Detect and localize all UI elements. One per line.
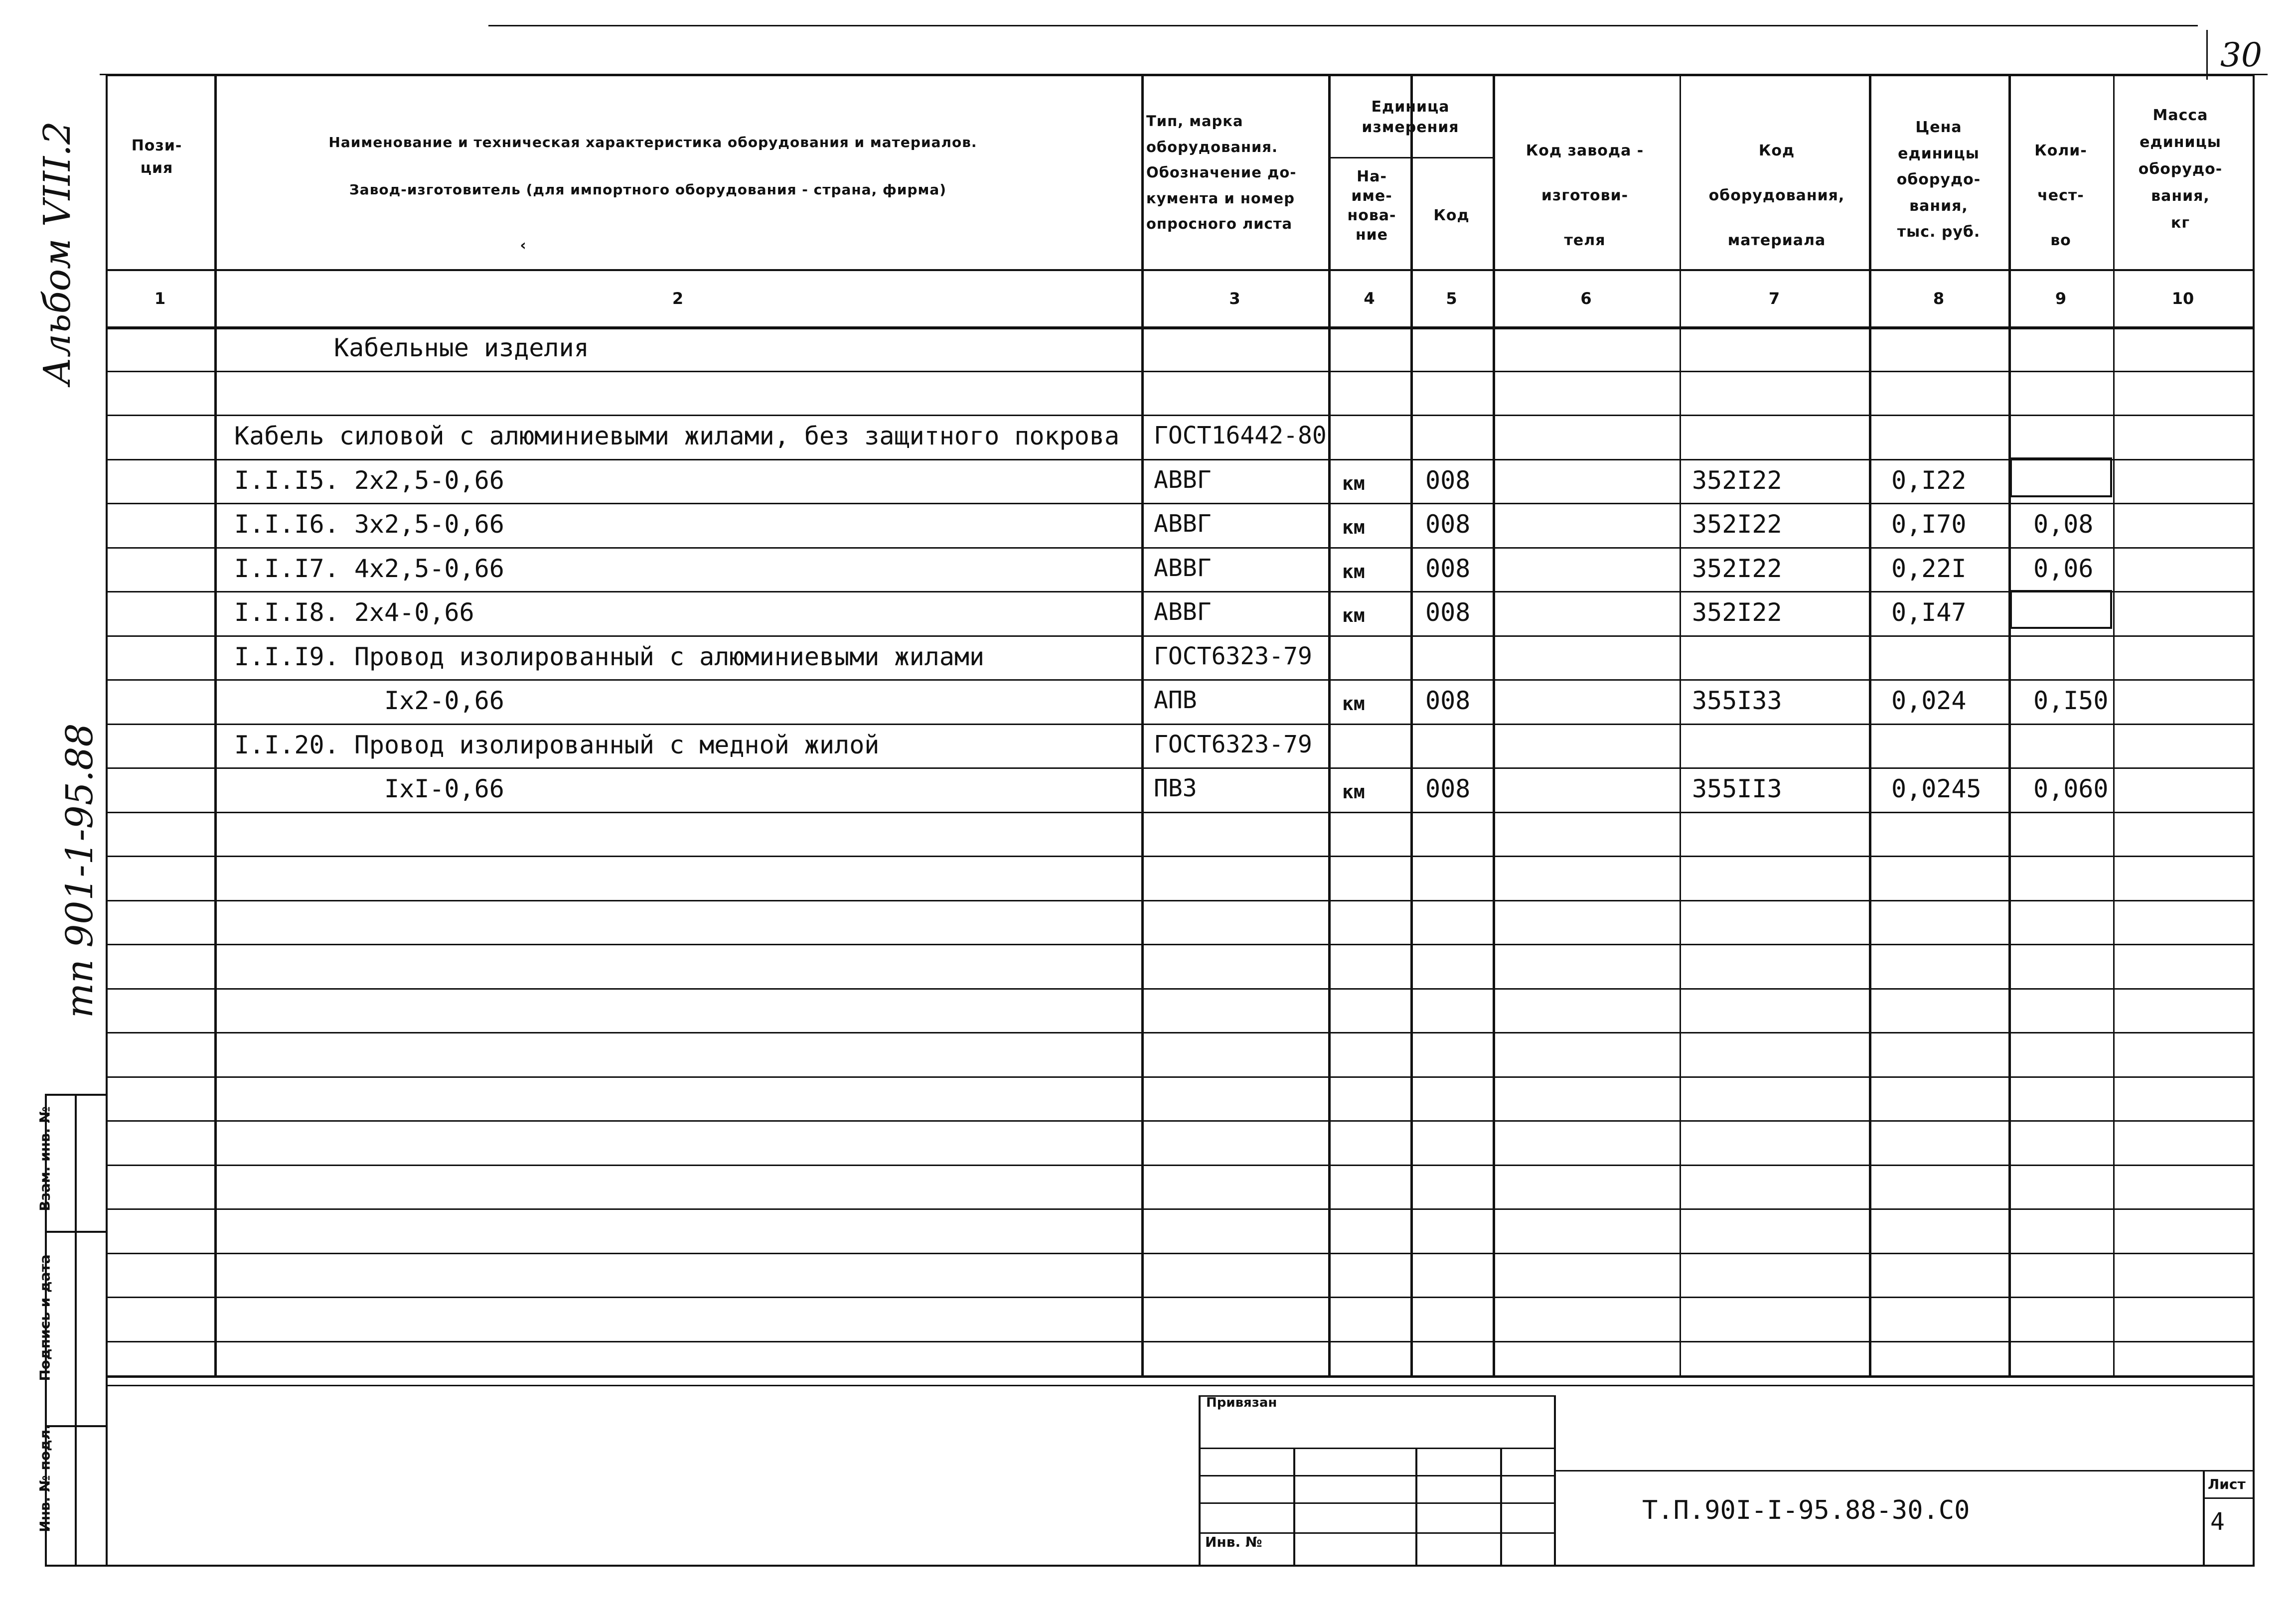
titleblock-vline [1415,1448,1417,1565]
column-number: 10 [2171,289,2194,308]
row-price: 0,22I [1891,554,1967,583]
stamp-list-number: 4 [2210,1508,2225,1536]
row-separator [106,547,2253,549]
row-separator [106,812,2253,813]
unit-subheader-line [1328,157,1493,158]
header-unit: Единица измерения [1362,98,1459,136]
titleblock-left [1199,1395,1201,1565]
row-separator [106,679,2253,681]
row-separator [106,635,2253,637]
row-material-code: 352I22 [1692,598,1782,627]
row-separator [106,415,2253,416]
header-type: Тип, марка оборудования. Обозначение до- кумента и номер опросного листа [1146,113,1297,233]
table-top-border [106,75,2253,76]
titleblock-vline [1500,1448,1502,1565]
row-unit: км [1342,781,1365,803]
row-separator [106,1341,2253,1342]
column-number: 5 [1446,289,1457,308]
column-number: 8 [1933,289,1945,308]
row-separator [106,1076,2253,1078]
header-name-line1: Наименование и техническая характеристика оборудования и материалов. [328,134,977,150]
column-number: 7 [1768,289,1780,308]
row-separator [106,724,2253,725]
row-separator [106,1208,2253,1210]
table-right-border [2253,75,2255,1375]
page-number: 30 [2220,36,2262,74]
row-unit-code: 008 [1425,774,1471,803]
row-quantity: 0,08 [2033,510,2094,539]
row-unit-code: 008 [1425,465,1471,495]
row-separator [106,1165,2253,1166]
row-type: АВВГ [1154,510,1212,538]
side-project-label: тп 901-1-95.88 [58,723,101,1018]
frame-bottom [45,1565,2255,1567]
row-unit: км [1342,560,1365,583]
row-separator [106,856,2253,857]
header-dot: ‹ [520,237,527,254]
side-album-label: Альбом VIII.2 [36,121,79,385]
row-name: IxI-0,66 [234,774,504,803]
row-type: АВВГ [1154,465,1212,494]
titleblock-vline [1293,1448,1295,1565]
side-label-podpis: Подпись и дата [36,1254,53,1381]
side-label-vzam: Взам. инв. № [36,1106,53,1211]
side-label-inv-podl: Инв. № подл. [36,1424,53,1532]
row-type: ГОСТ16442-80 [1154,422,1327,449]
row-separator [106,988,2253,990]
header-unit-code: Код [1433,207,1470,224]
row-unit: км [1342,472,1365,494]
stamp-privyazan: Привязан [1206,1395,1277,1410]
header-quantity: Коли- чест- во [2034,142,2087,249]
page-number-box-left [2206,30,2208,80]
column-number: 6 [1580,289,1592,308]
row-separator [106,371,2253,372]
stamp-inv-no: Инв. № [1205,1534,1262,1550]
row-unit: км [1342,693,1365,715]
row-type: ГОСТ6323-79 [1154,730,1312,758]
stamp-list-label: Лист [2208,1476,2246,1492]
row-price: 0,I22 [1891,465,1967,495]
row-separator [106,900,2253,901]
row-separator [106,1120,2253,1122]
row-unit-code: 008 [1425,686,1471,715]
row-separator [106,1385,2253,1386]
header-position: Пози- ция [131,137,182,177]
empty-qty-box [2010,590,2112,629]
column-number: 3 [1229,289,1240,308]
row-material-code: 352I22 [1692,510,1782,539]
row-type: АВВГ [1154,554,1212,582]
row-separator [106,1297,2253,1298]
titleblock-line [1554,1470,2255,1472]
row-name: I.I.20. Провод изолированный с медной жилой [234,730,880,759]
row-name: I.I.I5. 2x2,5-0,66 [234,465,504,495]
row-type: ГОСТ6323-79 [1154,642,1312,670]
row-separator [106,591,2253,592]
column-number-line [106,326,2253,329]
row-unit-code: 008 [1425,554,1471,583]
header-material-code: Код оборудования, материала [1708,142,1845,249]
row-name: I.I.I6. 3x2,5-0,66 [234,510,504,539]
row-type: АВВГ [1154,598,1212,626]
document-code: Т.П.90I-I-95.88-30.С0 [1642,1495,1970,1525]
header-mass: Масса единицы оборудо- вания, кг [2138,107,2223,232]
row-material-code: 352I22 [1692,554,1782,583]
row-material-code: 355I33 [1692,686,1782,715]
frame-left [106,1375,108,1565]
row-type: ПВЗ [1154,774,1197,802]
row-quantity: 0,I50 [2033,686,2109,715]
titleblock-mid [1554,1395,1556,1565]
row-separator [106,944,2253,945]
table-bottom-line [106,1375,2253,1378]
row-price: 0,0245 [1891,774,1982,803]
row-name: I.I.I8. 2x4-0,66 [234,598,474,627]
row-separator [106,767,2253,769]
row-name: Кабель силовой с алюминиевыми жилами, без защитного покрова [234,422,1120,450]
column-number: 2 [672,289,684,308]
header-name-line2: Завод-изготовитель (для импортного оборудования - страна, фирма) [349,181,947,198]
empty-qty-box [2010,457,2112,497]
header-factory-code: Код завода - изготови- теля [1526,142,1644,249]
column-number: 1 [154,289,166,308]
row-separator [106,503,2253,504]
row-type: АПВ [1154,686,1197,714]
row-unit: км [1342,516,1365,538]
side-strip-mid [75,1094,77,1565]
row-material-code: 355II3 [1692,774,1782,803]
row-unit-code: 008 [1425,510,1471,539]
row-price: 0,I70 [1891,510,1967,539]
column-number: 4 [1364,289,1375,308]
row-separator [106,1032,2253,1033]
row-quantity: 0,06 [2033,554,2094,583]
row-price: 0,I47 [1891,598,1967,627]
row-unit-code: 008 [1425,598,1471,627]
row-separator [106,459,2253,460]
row-price: 0,024 [1891,686,1967,715]
row-separator [106,1253,2253,1254]
titleblock-list-sep [2203,1497,2255,1499]
titleblock-list-left [2203,1470,2205,1565]
row-name: I.I.I7. 4x2,5-0,66 [234,554,504,583]
header-price: Цена единицы оборудо- вания, тыс. руб. [1896,119,1981,241]
row-quantity: 0,060 [2033,774,2109,803]
row-unit: км [1342,604,1365,626]
row-name: I.I.I9. Провод изолированный с алюминиевыми жилами [234,642,985,671]
row-name: Ix2-0,66 [234,686,504,715]
top-border-line [488,25,2198,26]
row-name: Кабельные изделия [334,333,589,362]
row-material-code: 352I22 [1692,465,1782,495]
header-bottom-line [106,269,2253,271]
column-number: 9 [2055,289,2067,308]
header-unit-name: На- име- нова- ние [1347,168,1396,244]
